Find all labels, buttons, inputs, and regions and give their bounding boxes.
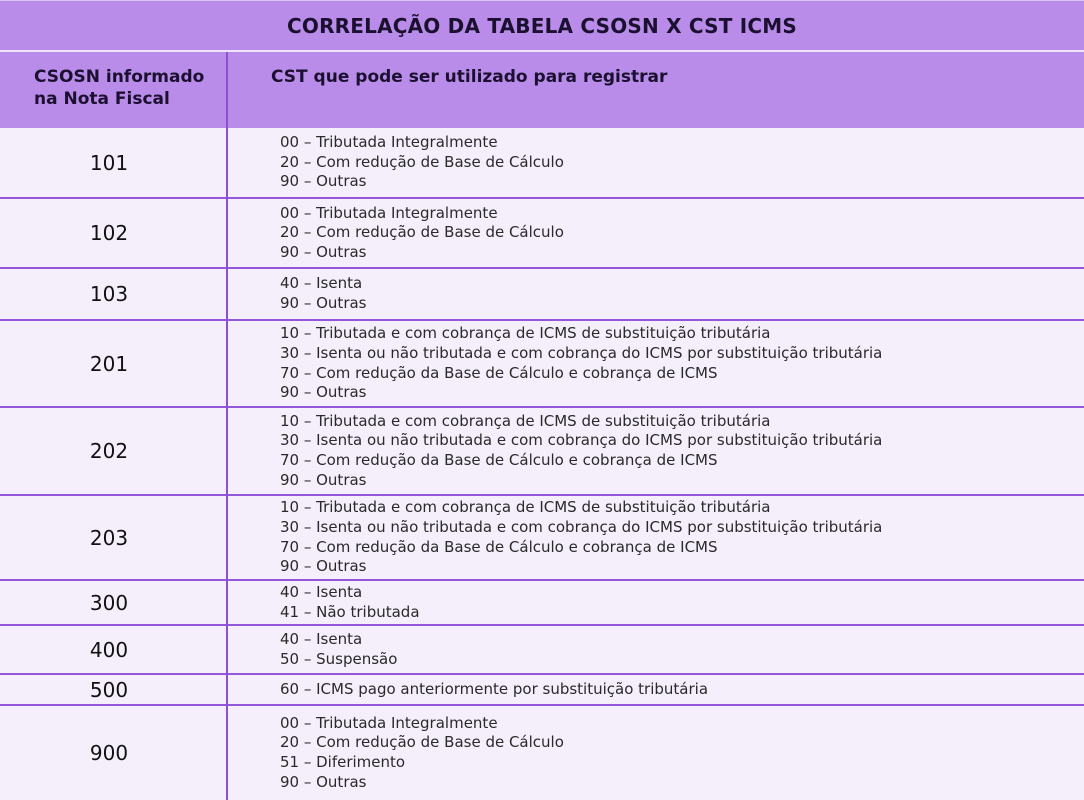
header-csosn: CSOSN informado na Nota Fiscal (34, 67, 205, 109)
csosn-code: 500 (89, 677, 129, 702)
csosn-code: 203 (89, 525, 129, 550)
csosn-code: 102 (89, 221, 129, 245)
cst-item: 20 – Com redução de Base de Cálculo (280, 733, 564, 752)
cst-item: 90 – Outras (280, 470, 367, 489)
cst-item: 90 – Outras (280, 172, 367, 191)
cst-item: 30 – Isenta ou não tributada e com cobrança do ICMS por substituição tributária (280, 517, 883, 536)
column-divider (226, 52, 228, 800)
cst-item: 40 – Isenta (280, 582, 363, 601)
table-row (0, 269, 1084, 321)
cst-item: 70 – Com redução da Base de Cálculo e cobrança de ICMS (280, 451, 718, 469)
csosn-code: 202 (89, 439, 129, 463)
cst-item: 60 – ICMS pago anteriormente por substituição tributária (280, 679, 709, 698)
cst-item: 70 – Com redução da Base de Cálculo e cobrança de ICMS (280, 363, 718, 382)
table-row (0, 321, 1084, 408)
header-row (0, 52, 1084, 128)
csosn-code: 201 (89, 351, 129, 376)
cst-item: 40 – Isenta (280, 629, 363, 648)
cst-list (280, 269, 367, 319)
cst-item: 90 – Outras (280, 242, 367, 261)
table-row (0, 128, 1084, 199)
cst-item: 40 – Isenta (280, 274, 363, 293)
cst-item: 20 – Com redução de Base de Cálculo (280, 223, 564, 242)
cst-item: 90 – Outras (280, 557, 367, 576)
cst-item: 00 – Tributada Integralmente (280, 203, 498, 222)
table-row (0, 496, 1084, 581)
cst-item: 10 – Tributada e com cobrança de ICMS de substituição tributária (280, 498, 771, 517)
header-cst: CST que pode ser utilizado para registrar (271, 67, 668, 87)
cst-list (280, 675, 708, 704)
csosn-code: 400 (89, 637, 129, 662)
cst-item: 00 – Tributada Integralmente (280, 133, 498, 152)
table-row (0, 199, 1084, 269)
cst-list (280, 626, 397, 673)
cst-item: 30 – Isenta ou não tributada e com cobrança do ICMS por substituição tributária (280, 343, 883, 362)
cst-item: 90 – Outras (280, 294, 367, 312)
table-row (0, 706, 1084, 800)
cst-item: 10 – Tributada e com cobrança de ICMS de substituição tributária (280, 411, 771, 430)
cst-list (280, 199, 564, 267)
csosn-code: 101 (89, 150, 129, 175)
cst-list (280, 321, 882, 406)
table-row (0, 675, 1084, 706)
cst-item: 30 – Isenta ou não tributada e com cobrança do ICMS por substituição tributária (280, 431, 883, 450)
cst-item: 51 – Diferimento (280, 753, 406, 771)
cst-item: 00 – Tributada Integralmente (280, 713, 498, 732)
cst-item: 70 – Com redução da Base de Cálculo e cobrança de ICMS (280, 537, 718, 556)
cst-item: 20 – Com redução de Base de Cálculo (280, 152, 564, 171)
table-title: CORRELAÇÃO DA TABELA CSOSN X CST ICMS (0, 0, 1084, 52)
cst-list (280, 128, 564, 197)
cst-list (280, 581, 420, 624)
csosn-code: 900 (89, 741, 129, 765)
cst-item: 90 – Outras (280, 383, 367, 402)
cst-list (280, 496, 882, 579)
table-row (0, 408, 1084, 496)
table-row (0, 626, 1084, 675)
cst-item: 90 – Outras (280, 772, 367, 791)
cst-list (280, 706, 564, 800)
table-row (0, 581, 1084, 626)
csosn-code: 300 (89, 590, 129, 615)
cst-item: 41 – Não tributada (280, 602, 420, 621)
cst-item: 50 – Suspensão (280, 649, 398, 668)
csosn-code: 103 (89, 282, 129, 306)
cst-list (280, 408, 882, 494)
cst-item: 10 – Tributada e com cobrança de ICMS de substituição tributária (280, 324, 771, 343)
